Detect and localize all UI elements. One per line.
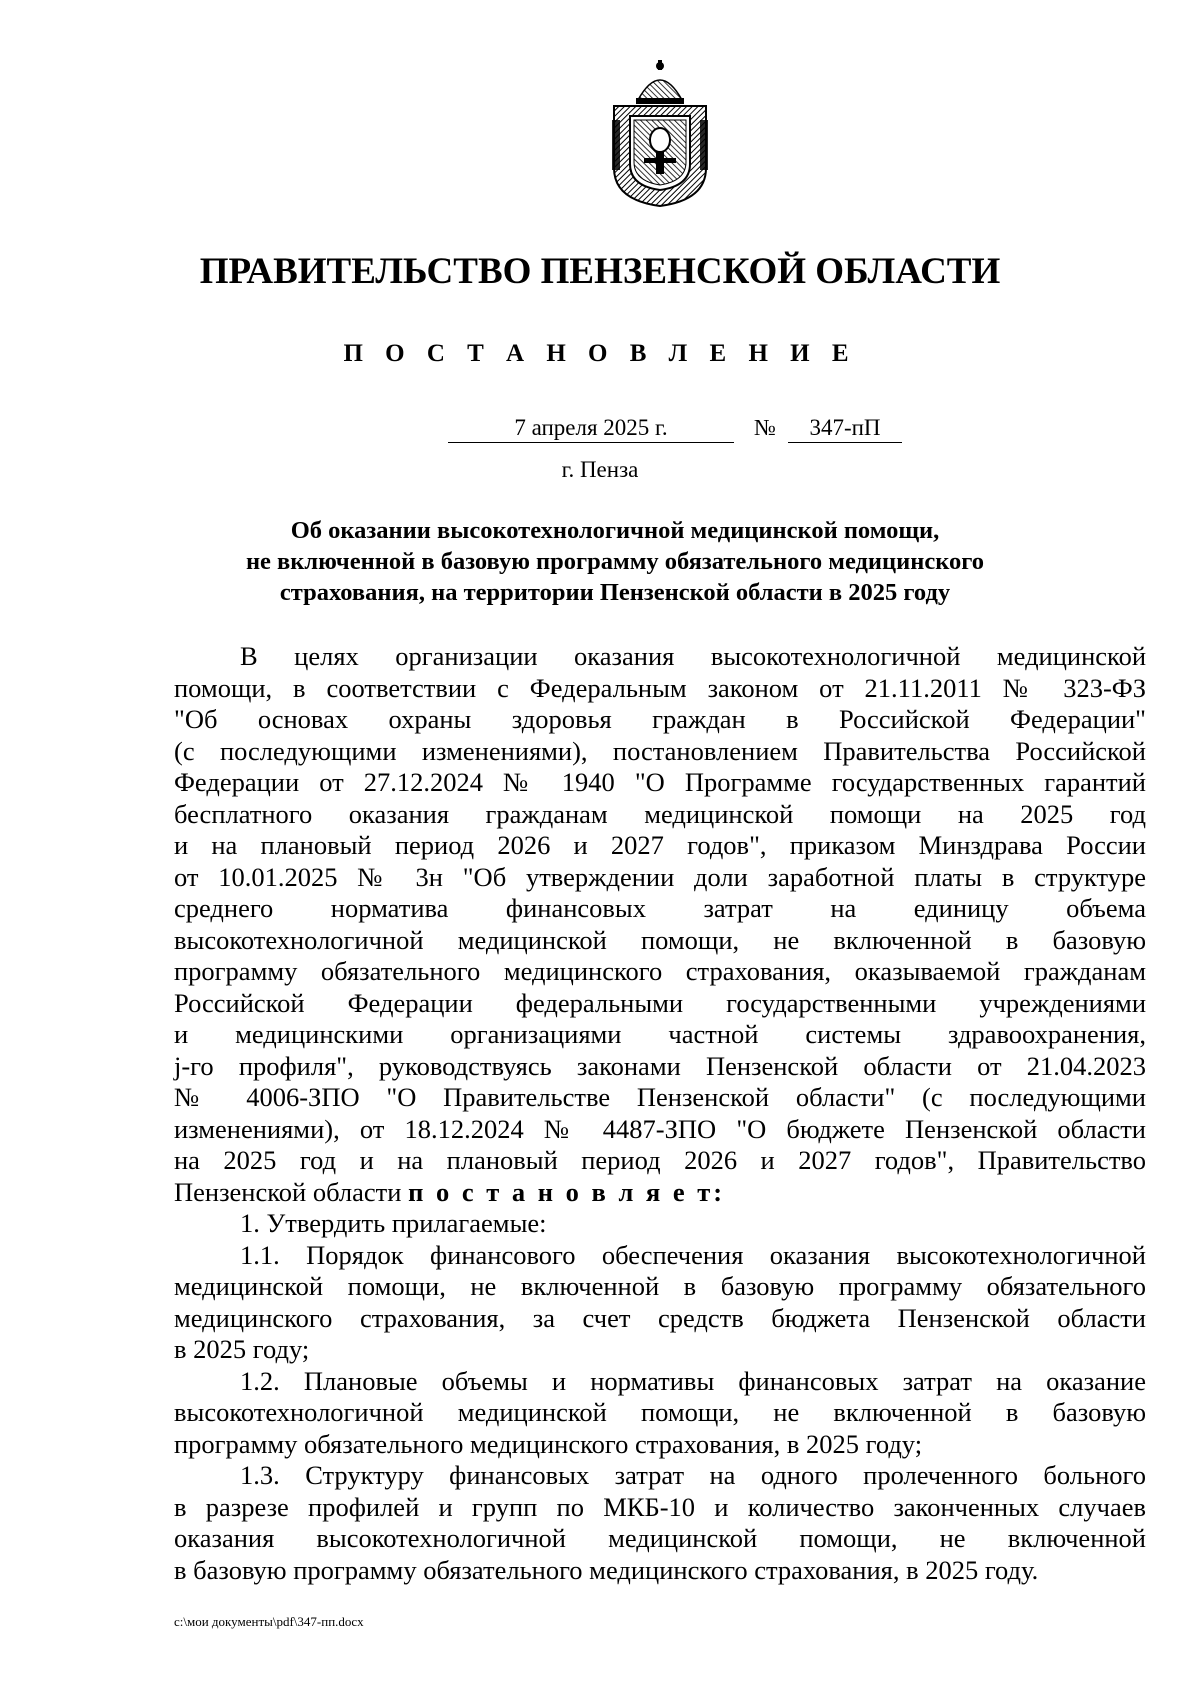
preamble-line: программу обязательного медицинского страхования, оказываемой гражданам [174, 956, 1146, 986]
subject-line: Об оказании высокотехнологичной медицинской помощи, [290, 517, 940, 544]
item-1-1-line: 1.1. Порядок финансового обеспечения оказания высокотехнологичной [240, 1239, 1146, 1270]
preamble-line: бесплатного оказания гражданам медицинской помощи на 2025 год [174, 798, 1146, 829]
preamble-line: помощи, в соответствии с Федеральным законом от 21.11.2011 № 323-ФЗ [174, 672, 1146, 703]
decree-date: 7 апреля 2025 г. [448, 414, 734, 443]
preamble-line: высокотехнологичной медицинской помощи, не включенной в базовую [174, 924, 1146, 955]
preamble-line: Федерации от 27.12.2024 № 1940 "О Программе государственных гарантий [174, 767, 1146, 797]
preamble-line: и медицинскими организациями частной системы здравоохранения, [174, 1019, 1146, 1049]
preamble-line: Российской Федерации федеральными государственными учреждениями [174, 987, 1146, 1018]
number-sign: № [754, 415, 776, 440]
preamble-line: на 2025 год и на плановый период 2026 и 2027 годов", Правительство [174, 1145, 1146, 1175]
preamble-line: j-го профиля", руководствуясь законами Пензенской области от 21.04.2023 [174, 1050, 1146, 1081]
item-1-1-line: в 2025 году; [174, 1334, 310, 1364]
preamble-line: № 4006-ЗПО "О Правительстве Пензенской области" (с последующими [174, 1082, 1146, 1112]
subject-line: страхования, на территории Пензенской области в 2025 году [279, 579, 951, 606]
item-1: 1. Утвердить прилагаемые: [240, 1208, 547, 1238]
item-1-3-line: 1.3. Структуру финансовых затрат на одного пролеченного больного [240, 1460, 1146, 1490]
resolves-word: п о с т а н о в л я е т: [408, 1176, 726, 1207]
item-1-2-line: программу обязательного медицинского страхования, в 2025 году; [174, 1428, 923, 1459]
subject-line: не включенной в базовую программу обязательного медицинского [245, 548, 985, 575]
preamble-line: "Об основах охраны здоровья граждан в Российской Федерации" [174, 704, 1146, 734]
preamble-line: среднего норматива финансовых затрат на единицу объема [174, 893, 1146, 923]
preamble-line: (с последующими изменениями), постановлением Правительства Российской [174, 735, 1146, 766]
preamble-line: от 10.01.2025 № 3н "Об утверждении доли заработной платы в структуре [174, 861, 1146, 892]
item-1-2-line: высокотехнологичной медицинской помощи, не включенной в базовую [174, 1397, 1146, 1427]
city: г. Пенза [561, 457, 639, 482]
item-1-3-line: оказания высокотехнологичной медицинской помощи, не включенной [174, 1523, 1146, 1553]
item-1-1-line: медицинского страхования, за счет средств бюджета Пензенской области [174, 1302, 1146, 1333]
decree-body [174, 641, 1146, 1586]
government-title: ПРАВИТЕЛЬСТВО ПЕНЗЕНСКОЙ ОБЛАСТИ [199, 251, 1001, 292]
preamble-closing-text: Пензенской области [174, 1176, 402, 1207]
item-1-3-line: в разрезе профилей и групп по МКБ-10 и количество законченных случаев [174, 1491, 1146, 1522]
decree-number: 347-пП [788, 414, 902, 443]
preamble-line: В целях организации оказания высокотехнологичной медицинской [240, 641, 1146, 671]
item-1-2-line: 1.2. Плановые объемы и нормативы финансовых затрат на оказание [240, 1365, 1146, 1396]
item-1-3-line: в базовую программу обязательного медицинского страхования, в 2025 году. [174, 1554, 1039, 1585]
preamble-line: и на плановый период 2026 и 2027 годов", приказом Минздрава России [174, 830, 1146, 860]
preamble-closing [174, 1177, 1146, 1209]
item-1-1-line: медицинской помощи, не включенной в базовую программу обязательного [174, 1271, 1146, 1301]
preamble-line: изменениями), от 18.12.2024 № 4487-ЗПО "О бюджете Пензенской области [174, 1113, 1146, 1144]
decree-subject [180, 515, 1050, 608]
penza-coat-of-arms-icon [608, 60, 712, 208]
file-path-footer: c:\мои документы\pdf\347-пп.docx [174, 1614, 364, 1629]
document-type: П О С Т А Н О В Л Е Н И Е [343, 340, 857, 367]
